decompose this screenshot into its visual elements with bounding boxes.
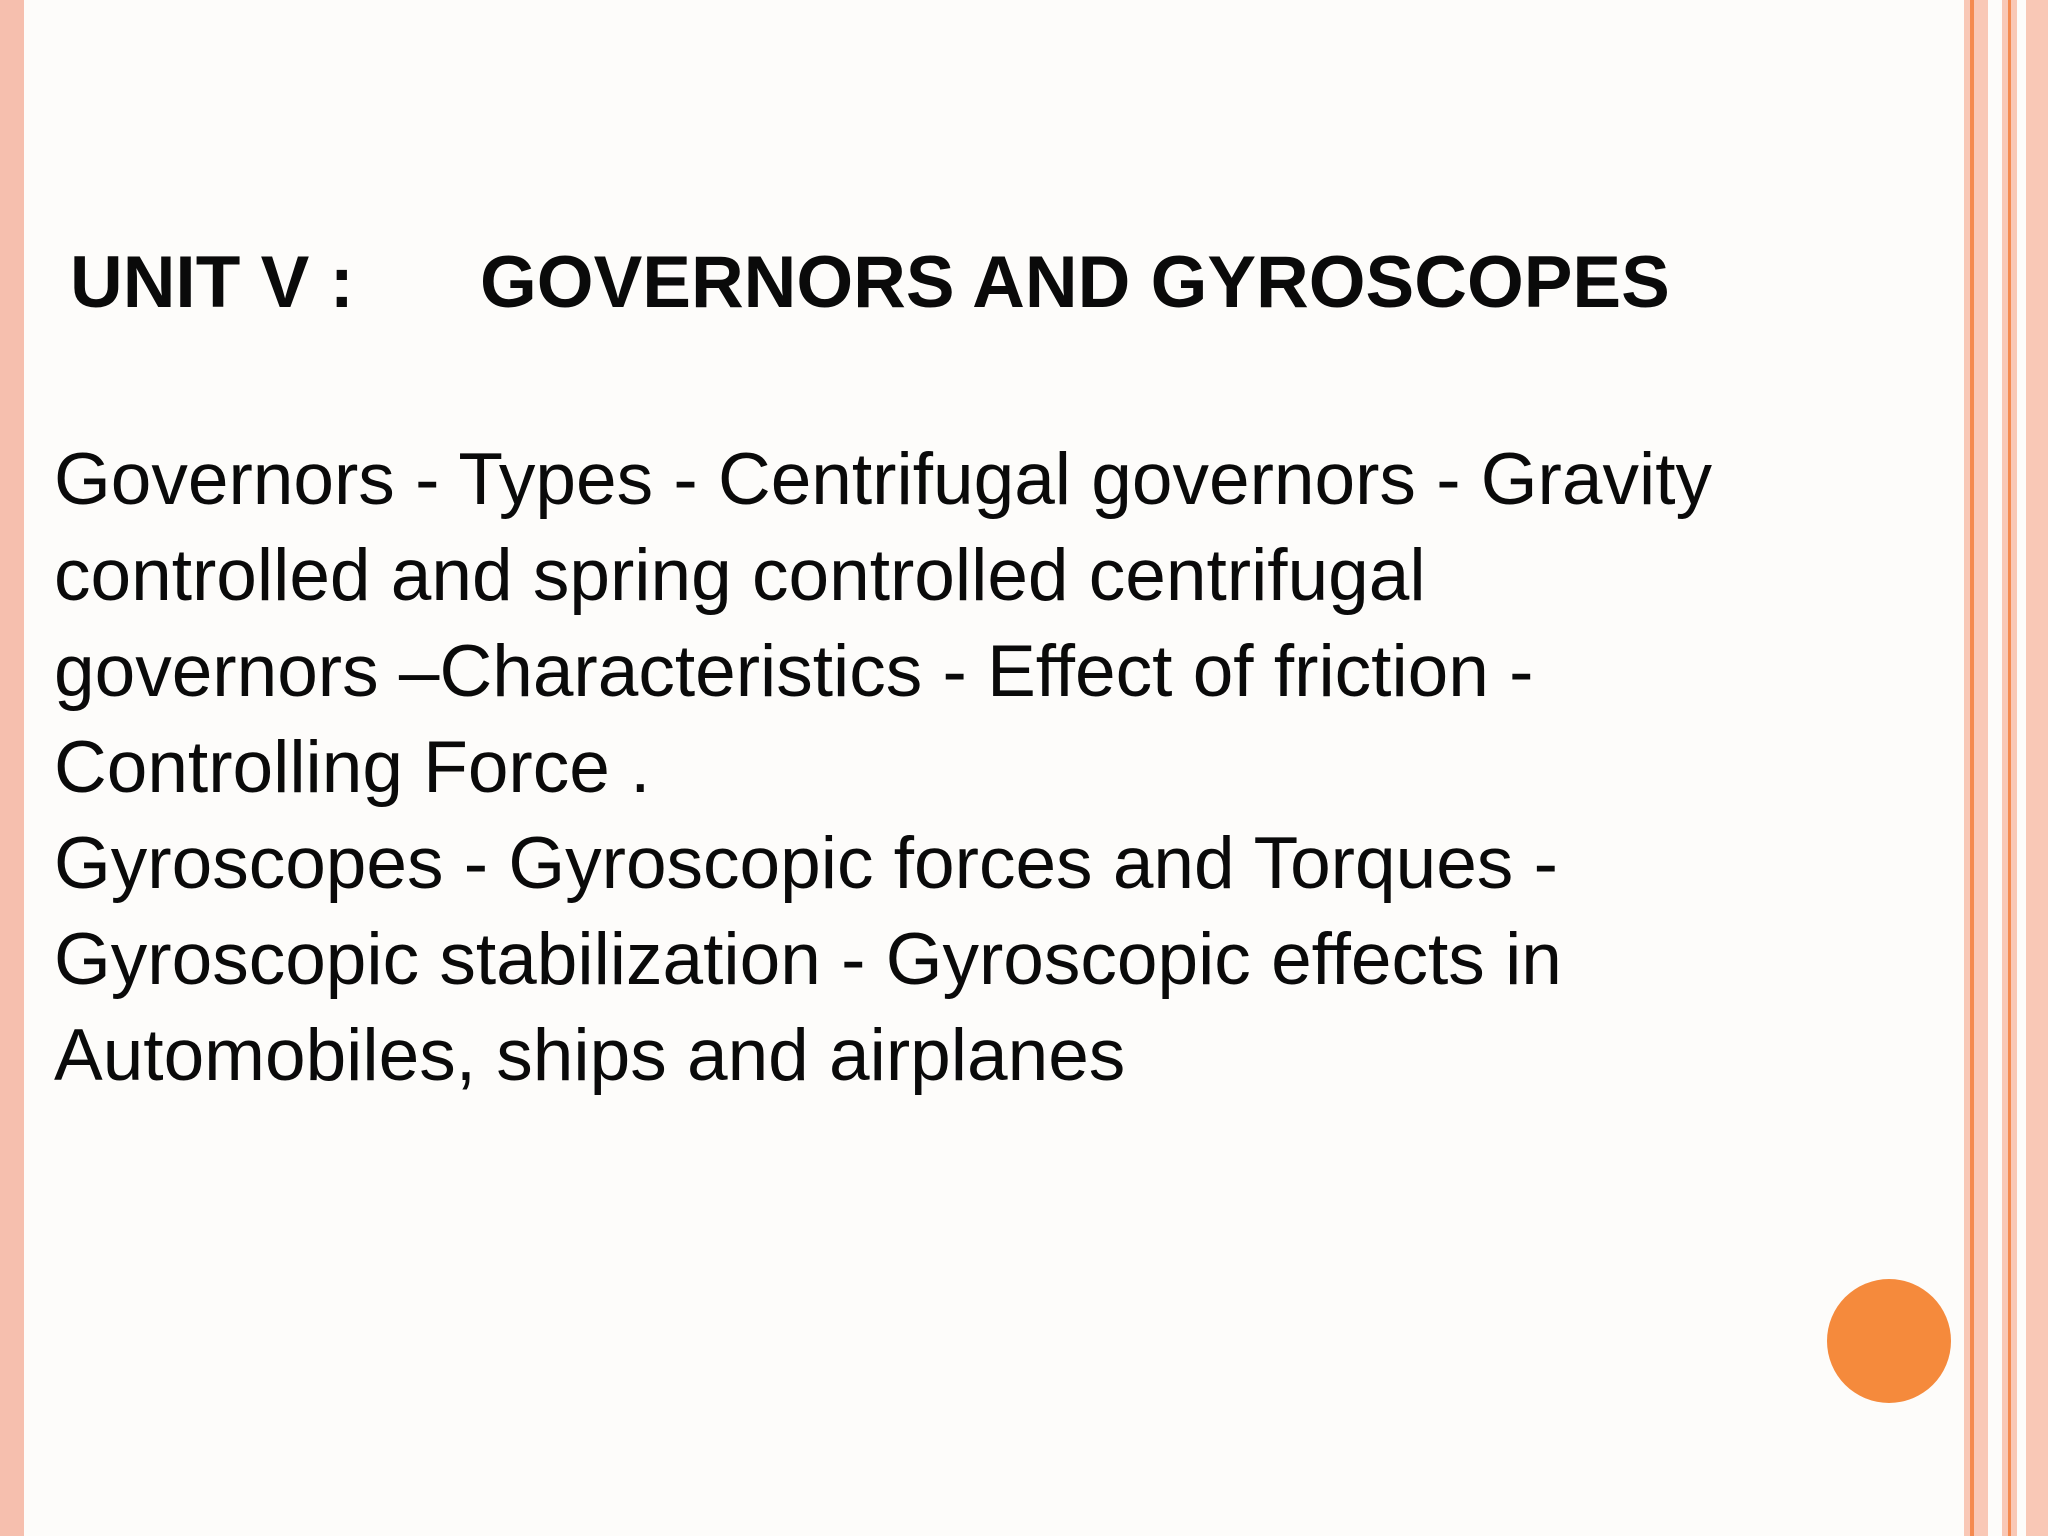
slide-title <box>70 238 1670 328</box>
body-line: controlled and spring controlled centrifugal <box>54 535 1426 616</box>
body-line: Automobiles, ships and airplanes <box>54 1015 1126 1096</box>
body-line: governors –Characteristics - Effect of friction - <box>54 631 1534 712</box>
body-line: Controlling Force . <box>54 727 651 808</box>
body-line: Gyroscopic stabilization - Gyroscopic effects in <box>54 919 1562 1000</box>
unit-topic: GOVERNORS AND GYROSCOPES <box>480 242 1670 323</box>
stripe-light <box>2011 0 2017 1536</box>
unit-label: UNIT V : <box>70 242 354 323</box>
stripe-light <box>2026 0 2048 1536</box>
paragraph-gyroscopes <box>54 816 1914 1104</box>
stripe-light <box>1974 0 1988 1536</box>
decorative-circle-icon <box>1827 1279 1951 1403</box>
paragraph-governors <box>54 432 1914 816</box>
right-border-stripes <box>1964 0 2048 1536</box>
body-line: Gyroscopes - Gyroscopic forces and Torques - <box>54 823 1558 904</box>
slide-body <box>54 432 1914 1104</box>
body-line: Governors - Types - Centrifugal governors - Gravity <box>54 439 1712 520</box>
